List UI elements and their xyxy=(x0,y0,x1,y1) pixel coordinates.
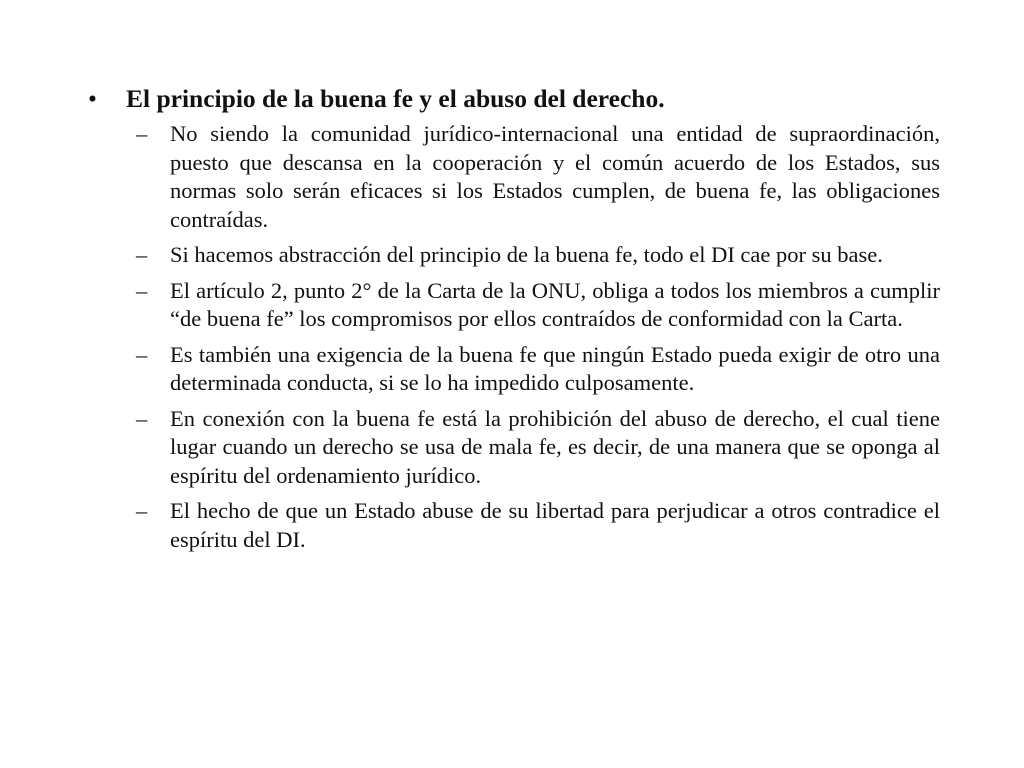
sub-point-text: El artículo 2, punto 2° de la Carta de la ONU, obliga a todos los miembros a cumplir “de buena fe” los compromisos por ellos contraídos de conformidad con la Carta. xyxy=(170,277,940,331)
sub-point xyxy=(136,497,940,554)
sub-point xyxy=(136,241,940,270)
dash-marker: – xyxy=(136,498,148,523)
sub-point xyxy=(136,120,940,234)
sub-point-text: Si hacemos abstracción del principio de la buena fe, todo el DI cae por su base. xyxy=(170,242,883,267)
sub-point xyxy=(136,341,940,398)
main-bullet-item xyxy=(88,84,940,114)
sub-point-text: El hecho de que un Estado abuse de su libertad para perjudicar a otros contradice el espíritu del DI. xyxy=(170,498,940,552)
dash-marker: – xyxy=(136,341,148,367)
dash-marker: – xyxy=(136,121,148,146)
sub-point-text: No siendo la comunidad jurídico-internacional una entidad de supraordinación, puesto que descansa en la cooperación y el común acuerdo de los Estados, sus normas solo serán eficaces si los Estados cumplen, de buena fe, las obligaciones contraídas. xyxy=(170,121,940,232)
dash-marker: – xyxy=(136,242,148,267)
sub-point xyxy=(136,277,940,334)
sub-point-list xyxy=(88,120,940,554)
bullet-marker: • xyxy=(88,84,97,113)
sub-point-text: Es también una exigencia de la buena fe que ningún Estado pueda exigir de otro una determinada conducta, si se lo ha impedido culposamente. xyxy=(170,341,940,395)
sub-point xyxy=(136,405,940,491)
slide-content xyxy=(88,84,940,561)
sub-point-text: En conexión con la buena fe está la prohibición del abuso de derecho, el cual tiene lugar cuando un derecho se usa de mala fe, es decir, de una manera que se oponga al espíritu del ordenamiento jurídico. xyxy=(170,405,940,488)
bullet-heading: El principio de la buena fe y el abuso del derecho. xyxy=(126,84,665,113)
dash-marker: – xyxy=(136,277,148,303)
dash-marker: – xyxy=(136,405,148,431)
